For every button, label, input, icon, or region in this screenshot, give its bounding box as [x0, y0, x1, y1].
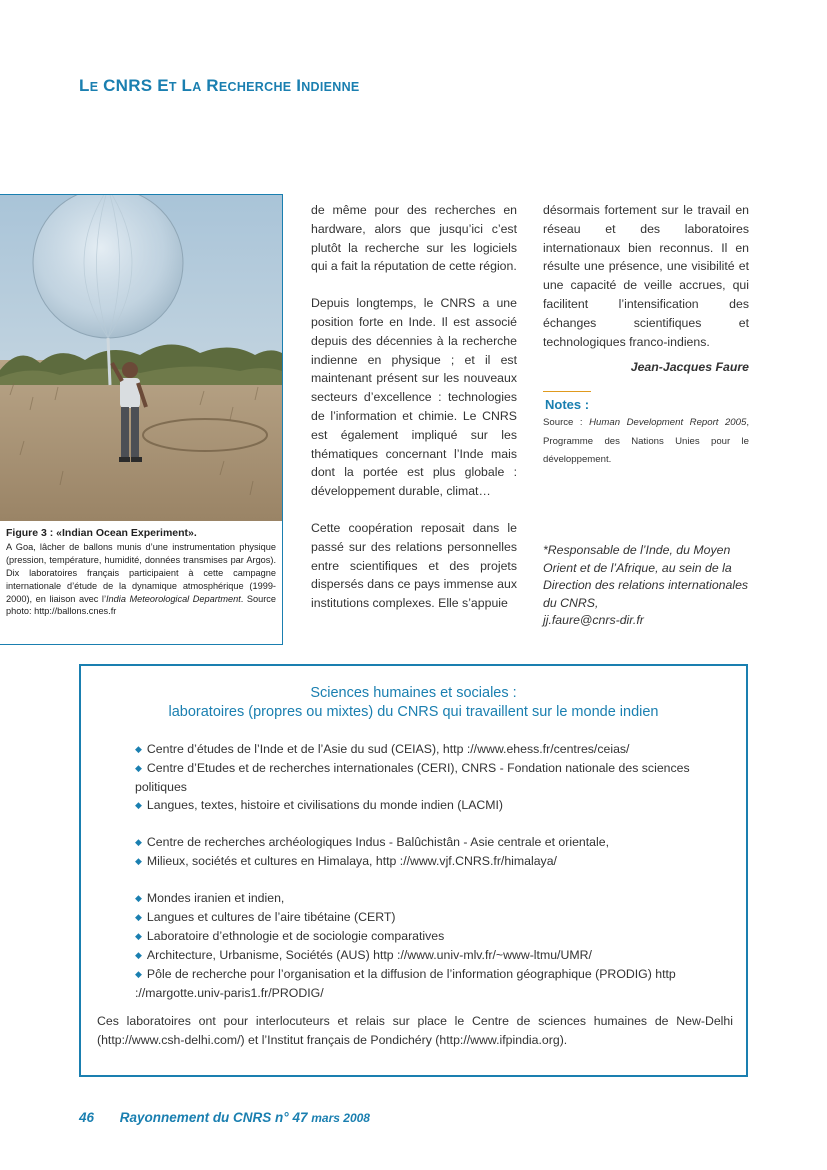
- list-item-text: Langues, textes, histoire et civilisations du monde indien (LACMI): [146, 798, 504, 812]
- page-header: [79, 76, 360, 96]
- author-email-link[interactable]: jj.faure@cnrs-dir.fr: [543, 613, 644, 627]
- author-note: [543, 542, 749, 630]
- bullet-icon: ◆: [135, 893, 142, 903]
- page-footer: [79, 1110, 370, 1125]
- bullet-icon: ◆: [135, 931, 142, 941]
- text-column-2: [311, 201, 517, 613]
- figure-caption-source: . Source photo: http://ballons.cnes.fr: [6, 593, 276, 617]
- col3-paragraph-1: désormais fortement sur le travail en réseau et des laboratoires internationaux bien reconnus. Il en résulte une présence, une visibilité et une capacité de veille accrues, qui facilitent l’intensification des échanges scientifiques et technologiques franco-indiens.: [543, 203, 749, 349]
- bullet-icon: ◆: [135, 950, 142, 960]
- list-item-text: Centre de recherches archéologiques Indus - Balûchistân - Asie centrale et orientale,: [146, 835, 610, 849]
- col2-paragraph-2: Depuis longtemps, le CNRS a une position forte en Inde. Il est associé depuis des décennies à la recherche indienne en physique ; et il est maintenant présent sur les nouveaux secteurs d’excellence : technologies de l’information et chimie. Le CNRS est également impliqué sur les thématiques concernant l’Inde mais dont la portée est plus globale : développement durable, climat…: [311, 296, 517, 499]
- box-title-line-1: Sciences humaines et sociales :: [310, 685, 517, 701]
- col2-paragraph-1: de même pour des recherches en hardware, alors que jusqu’ici c’est plutôt la recherche sur les logiciels qui a fait la réputation de cette région.: [311, 203, 517, 274]
- notes-source-label: Source :: [543, 417, 590, 428]
- list-item-text: Centre d’études de l’Inde et de l’Asie du sud (CEIAS), http ://www.ehess.fr/centres/ceias/: [146, 742, 630, 756]
- bullet-icon: ◆: [135, 744, 142, 754]
- balloon-photo: [0, 195, 282, 521]
- bullet-icon: ◆: [135, 856, 142, 866]
- figure-box: [0, 194, 283, 645]
- bullet-icon: ◆: [135, 800, 142, 810]
- list-item-text: Laboratoire d’ethnologie et de sociologie comparatives: [146, 929, 445, 943]
- notes-body: [543, 414, 749, 470]
- box-title: [81, 684, 746, 722]
- laboratories-box: [79, 664, 748, 1077]
- notes-source-rest: , Programme des Nations Unies pour le développement.: [543, 417, 749, 465]
- notes-title: Notes :: [545, 397, 590, 412]
- list-item: [135, 889, 735, 908]
- list-item-text: Pôle de recherche pour l’organisation et la diffusion de l’information géographique (PRODIG) http ://margotte.univ-paris1.fr/PRODIG/: [135, 967, 676, 1000]
- list-item: [135, 740, 735, 759]
- bullet-icon: ◆: [135, 837, 142, 847]
- author-signature: Jean-Jacques Faure: [630, 360, 749, 374]
- header-title-part2: ET LA RECHERCHE INDIENNE: [157, 76, 360, 95]
- list-item: [135, 946, 735, 965]
- list-item-text: Milieux, sociétés et cultures en Himalaya, http ://www.vjf.CNRS.fr/himalaya/: [146, 854, 557, 868]
- list-item: [135, 965, 735, 1002]
- bullet-icon: ◆: [135, 969, 142, 979]
- publication-date: mars 2008: [311, 1111, 370, 1125]
- list-item: [135, 908, 735, 927]
- publication-name: Rayonnement du CNRS n° 47: [119, 1110, 308, 1125]
- laboratory-list: [135, 740, 735, 1002]
- list-item-text: Langues et cultures de l’aire tibétaine (CERT): [146, 910, 396, 924]
- list-item-text: Centre d’Etudes et de recherches internationales (CERI), CNRS - Fondation nationale des sciences politiques: [135, 761, 690, 794]
- list-item-text: Architecture, Urbanisme, Sociétés (AUS) http ://www.univ-mlv.fr/~www-ltmu/UMR/: [146, 948, 592, 962]
- header-title-part1: LE CNRS: [79, 76, 153, 95]
- list-item: [135, 852, 735, 871]
- notes-divider: [543, 391, 591, 392]
- list-item: [135, 796, 735, 815]
- box-title-line-2: laboratoires (propres ou mixtes) du CNRS qui travaillent sur le monde indien: [168, 704, 659, 720]
- bullet-icon: ◆: [135, 763, 142, 773]
- page-number: 46: [79, 1110, 95, 1125]
- list-item: [135, 759, 735, 796]
- list-item: [135, 833, 735, 852]
- figure-caption: [6, 527, 276, 618]
- figure-caption-italic: India Meteorological Department: [106, 593, 241, 604]
- figure-caption-text: A Goa, lâcher de ballons munis d’une instrumentation physique (pression, température, humidité, données transmises par Argos). Dix laboratoires français participaient à cette campagne internationale d’étude de la dynamique atmosphérique (1999-2000), en liaison avec l’: [6, 541, 276, 604]
- bullet-icon: ◆: [135, 912, 142, 922]
- box-footer-text: Ces laboratoires ont pour interlocuteurs et relais sur place le Centre de sciences humaines de New-Delhi (http://www.csh-delhi.com/) et l’Institut français de Pondichéry (http://www.ifpindia.org).: [97, 1014, 733, 1047]
- author-note-text: *Responsable de l’Inde, du Moyen Orient et de l’Afrique, au sein de la Direction des relations internationales du CNRS,: [543, 543, 749, 610]
- list-item: [135, 927, 735, 946]
- text-column-3: [543, 201, 749, 351]
- figure-caption-title: Figure 3 : «Indian Ocean Experiment».: [6, 527, 197, 539]
- list-item-text: Mondes iranien et indien,: [146, 891, 285, 905]
- col2-paragraph-3: Cette coopération reposait dans le passé sur des relations personnelles entre scientifiques et des projets dispersés dans ce pays immense aux institutions complexes. Elle s’appuie: [311, 520, 517, 611]
- notes-source-italic: Human Development Report 2005: [589, 417, 747, 428]
